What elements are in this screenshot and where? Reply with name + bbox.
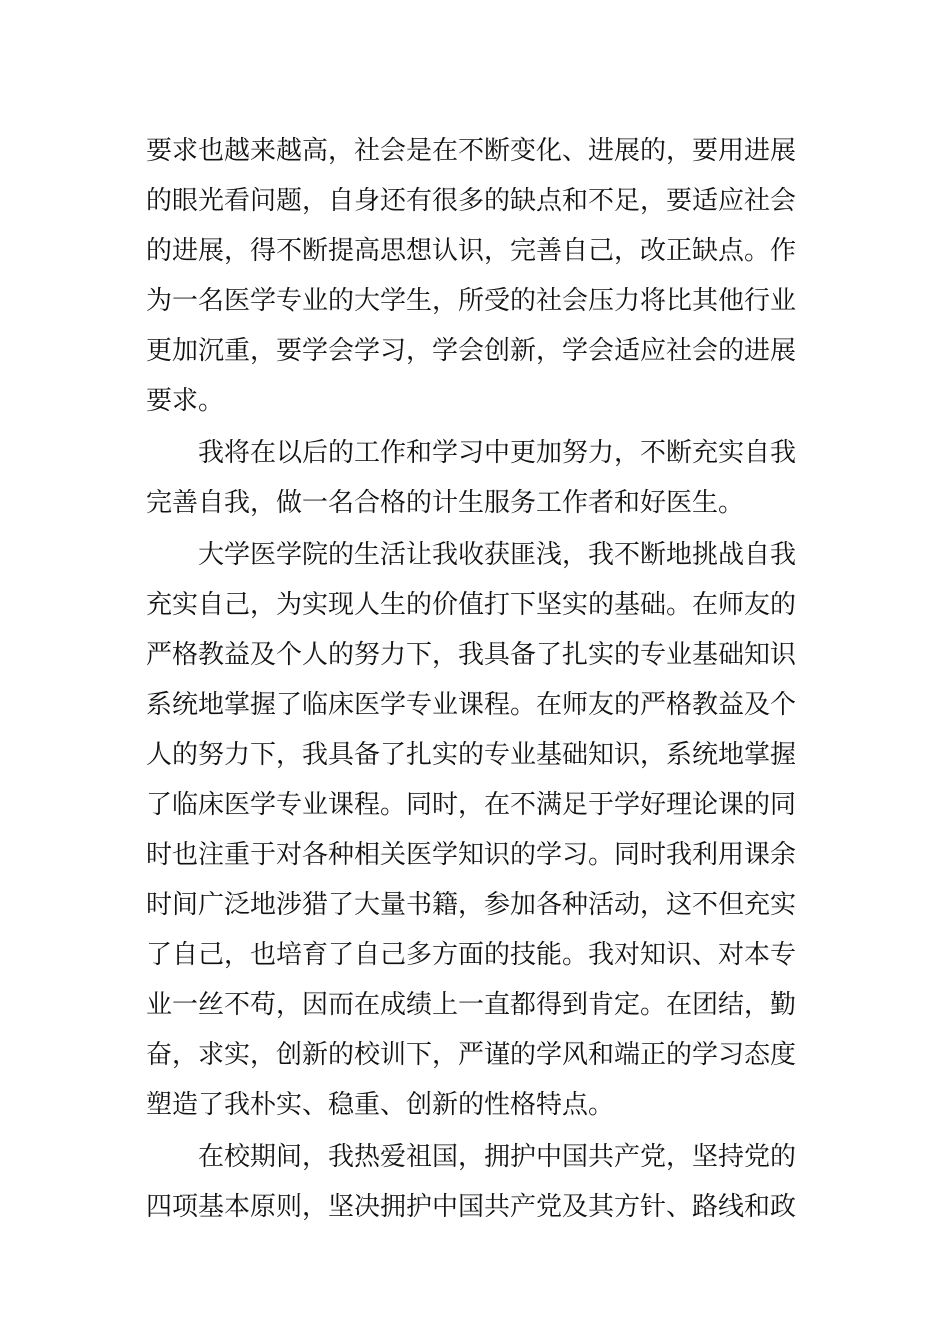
text-line: 为一名医学专业的大学生，所受的社会压力将比其他行业: [146, 286, 797, 316]
paragraph-3: [146, 530, 806, 1130]
text-line: 了临床医学专业课程。同时，在不满足于学好理论课的同: [146, 790, 797, 820]
text-line: 在校期间，我热爱祖国，拥护中国共产党，坚持党的: [198, 1142, 797, 1172]
text-line: 要求也越来越高，社会是在不断变化、进展的，要用进展: [146, 136, 797, 166]
text-line: 业一丝不苟，因而在成绩上一直都得到肯定。在团结，勤: [146, 990, 797, 1020]
text-line: 充实自己，为实现人生的价值打下坚实的基础。在师友的: [146, 590, 797, 620]
paragraph-4: [146, 1132, 806, 1232]
text-line: 更加沉重，要学会学习，学会创新，学会适应社会的进展: [146, 336, 797, 366]
text-line: 系统地掌握了临床医学专业课程。在师友的严格教益及个: [146, 690, 797, 720]
text-line: 的眼光看问题，自身还有很多的缺点和不足，要适应社会: [146, 186, 797, 216]
text-line: 大学医学院的生活让我收获匪浅，我不断地挑战自我: [198, 540, 797, 570]
text-line: 奋，求实，创新的校训下，严谨的学风和端正的学习态度: [146, 1040, 797, 1070]
text-line: 人的努力下，我具备了扎实的专业基础知识，系统地掌握: [146, 740, 797, 770]
text-line: 时间广泛地涉猎了大量书籍，参加各种活动，这不但充实: [146, 890, 797, 920]
text-line: 四项基本原则，坚决拥护中国共产党及其方针、路线和政: [146, 1192, 797, 1222]
text-line: 塑造了我朴实、稳重、创新的性格特点。: [146, 1090, 615, 1120]
document-body: [146, 126, 806, 1232]
paragraph-1: [146, 126, 806, 426]
paragraph-2: [146, 428, 806, 528]
text-line: 了自己，也培育了自己多方面的技能。我对知识、对本专: [146, 940, 797, 970]
text-line: 严格教益及个人的努力下，我具备了扎实的专业基础知识: [146, 640, 797, 670]
text-line: 完善自我，做一名合格的计生服务工作者和好医生。: [146, 488, 745, 518]
text-line: 要求。: [146, 386, 225, 416]
text-line: 时也注重于对各种相关医学知识的学习。同时我利用课余: [146, 840, 797, 870]
text-line: 的进展，得不断提高思想认识，完善自己，改正缺点。作: [146, 236, 797, 266]
text-line: 我将在以后的工作和学习中更加努力，不断充实自我: [198, 438, 797, 468]
